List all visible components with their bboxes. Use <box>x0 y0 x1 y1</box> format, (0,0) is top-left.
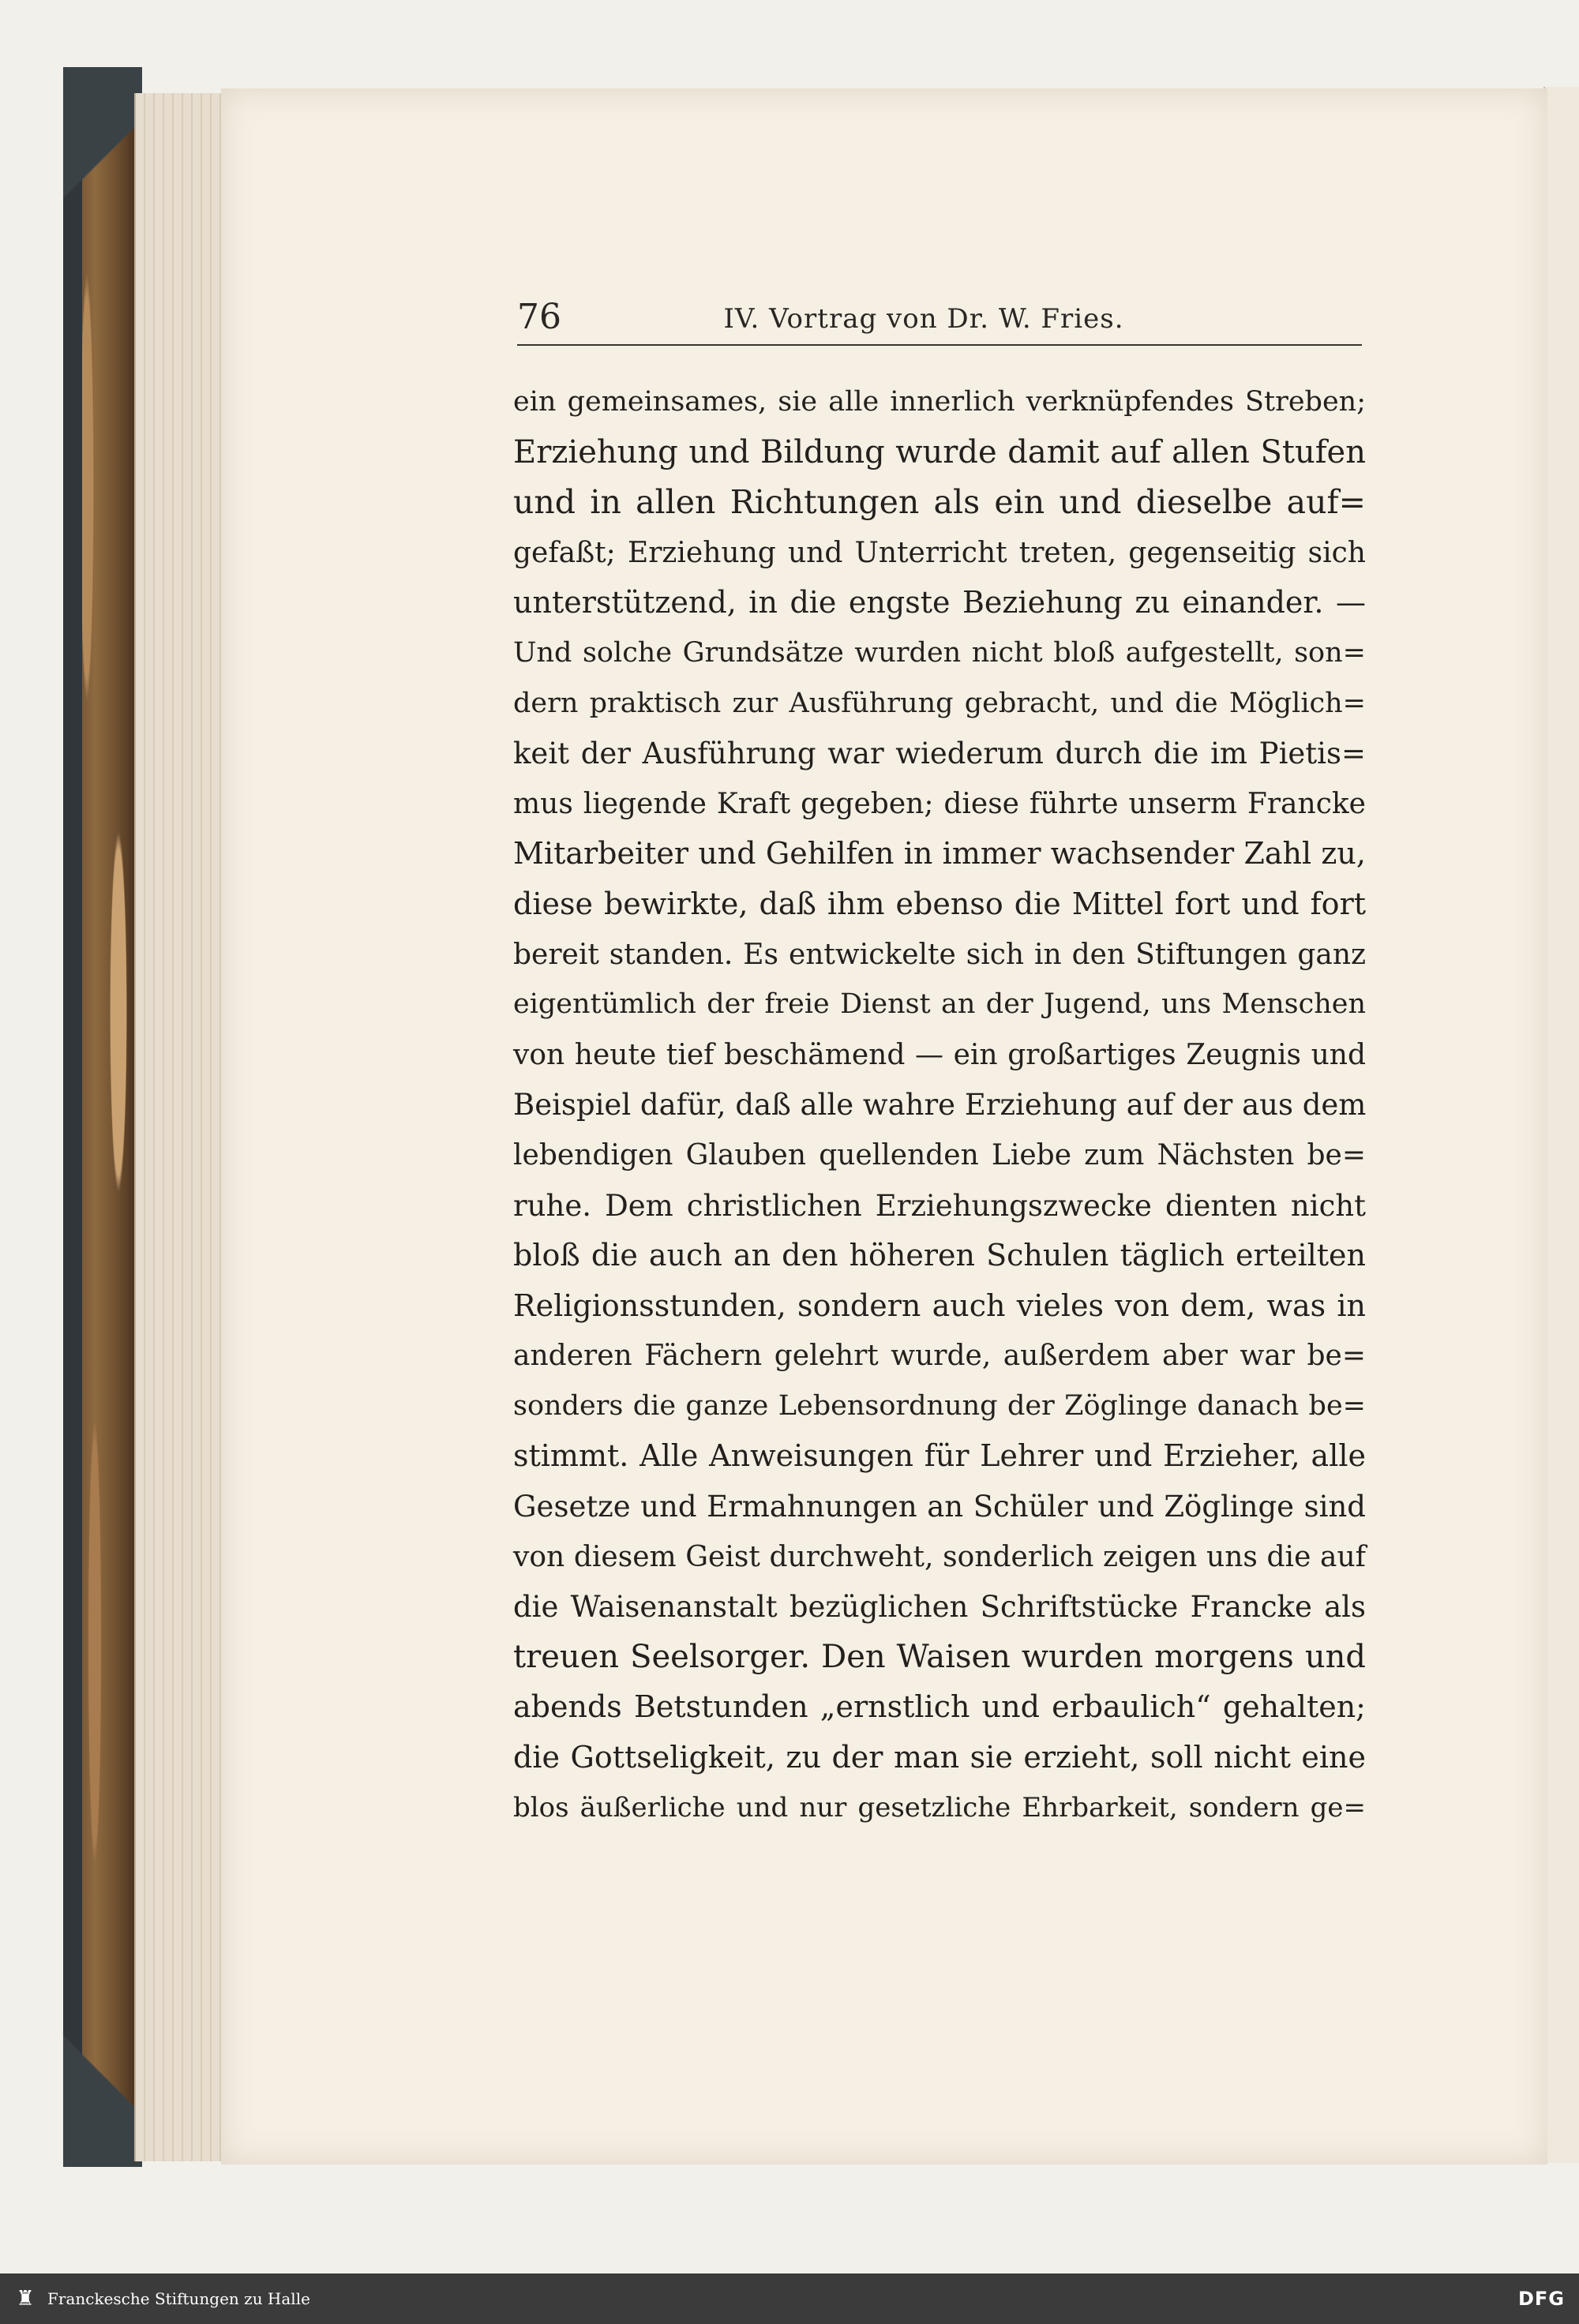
text-line: Erziehung und Bildung wurde damit auf allen Stufen <box>513 433 1366 470</box>
text-line: die Gottseligkeit, zu der man sie erzieht, soll nicht eine <box>513 1740 1366 1775</box>
page-stack-edges <box>134 93 231 2161</box>
book-spine <box>63 67 82 2167</box>
cover-corner-top <box>63 67 142 225</box>
text-line: eigentümlich der freie Dienst an der Jugend, uns Menschen <box>513 988 1366 1021</box>
page-number: 76 <box>517 297 561 337</box>
text-line: Gesetze und Ermahnungen an Schüler und Zöglinge sind <box>513 1490 1366 1524</box>
text-line: sonders die ganze Lebensordnung der Zöglinge danach be= <box>513 1389 1366 1422</box>
institution-label: Franckesche Stiftungen zu Halle <box>47 2289 310 2308</box>
text-line: und in allen Richtungen als ein und dieselbe auf= <box>513 483 1366 522</box>
dfg-badge: DFG <box>1517 2288 1565 2310</box>
text-line: von heute tief beschämend — ein großartiges Zeugnis und <box>513 1038 1366 1071</box>
text-line: Und solche Grundsätze wurden nicht bloß aufgestellt, son= <box>513 636 1366 669</box>
text-line: ruhe. Dem christlichen Erziehungszwecke dienten nicht <box>513 1188 1366 1223</box>
text-line: treuen Seelsorger. Den Waisen wurden morgens und <box>513 1638 1366 1675</box>
text-line: mus liegende Kraft gegeben; diese führte unserm Francke <box>513 787 1366 820</box>
text-line: stimmt. Alle Anweisungen für Lehrer und Erzieher, alle <box>513 1438 1366 1474</box>
text-line: bloß die auch an den höheren Schulen täglich erteilten <box>513 1238 1366 1273</box>
crest-icon: ♜ <box>16 2287 35 2311</box>
cover-corner-bottom <box>63 2009 142 2167</box>
text-line: keit der Ausführung war wiederum durch die im Pietis= <box>513 737 1366 771</box>
text-line: dern praktisch zur Ausführung gebracht, und die Möglich= <box>513 687 1366 719</box>
running-head: IV. Vortrag von Dr. W. Fries. <box>723 303 1124 335</box>
body-text <box>513 377 1366 1833</box>
text-line: Mitarbeiter und Gehilfen in immer wachsender Zahl zu, <box>513 836 1366 872</box>
text-line: Beispiel dafür, daß alle wahre Erziehung auf der aus dem <box>513 1088 1367 1123</box>
text-line: diese bewirkte, daß ihm ebenso die Mittel fort und fort <box>513 886 1366 921</box>
text-line: lebendigen Glauben quellenden Liebe zum Nächsten be= <box>513 1138 1366 1171</box>
text-line: abends Betstunden „ernstlich und erbaulich“ gehalten; <box>513 1689 1366 1725</box>
text-line: anderen Fächern gelehrt wurde, außerdem aber war be= <box>513 1340 1366 1373</box>
text-line: gefaßt; Erziehung und Unterricht treten, gegenseitig sich <box>513 536 1366 569</box>
facing-page-edge <box>1543 87 1579 2163</box>
viewer-footer <box>0 2273 1579 2324</box>
page-header <box>517 294 1362 346</box>
text-line: ein gemeinsames, sie alle innerlich verknüpfendes Streben; <box>513 386 1366 418</box>
text-line: die Waisenanstalt bezüglichen Schriftstücke Francke als <box>513 1590 1366 1625</box>
text-line: Religionsstunden, sondern auch vieles von dem, was in <box>513 1288 1366 1323</box>
text-line: blos äußerliche und nur gesetzliche Ehrbarkeit, sondern ge= <box>513 1791 1366 1824</box>
text-line: unterstützend, in die engste Beziehung zu einander. — <box>513 585 1366 620</box>
text-line: bereit standen. Es entwickelte sich in den Stiftungen ganz <box>513 938 1366 971</box>
text-line: von diesem Geist durchweht, sonderlich zeigen uns die auf <box>513 1540 1366 1573</box>
